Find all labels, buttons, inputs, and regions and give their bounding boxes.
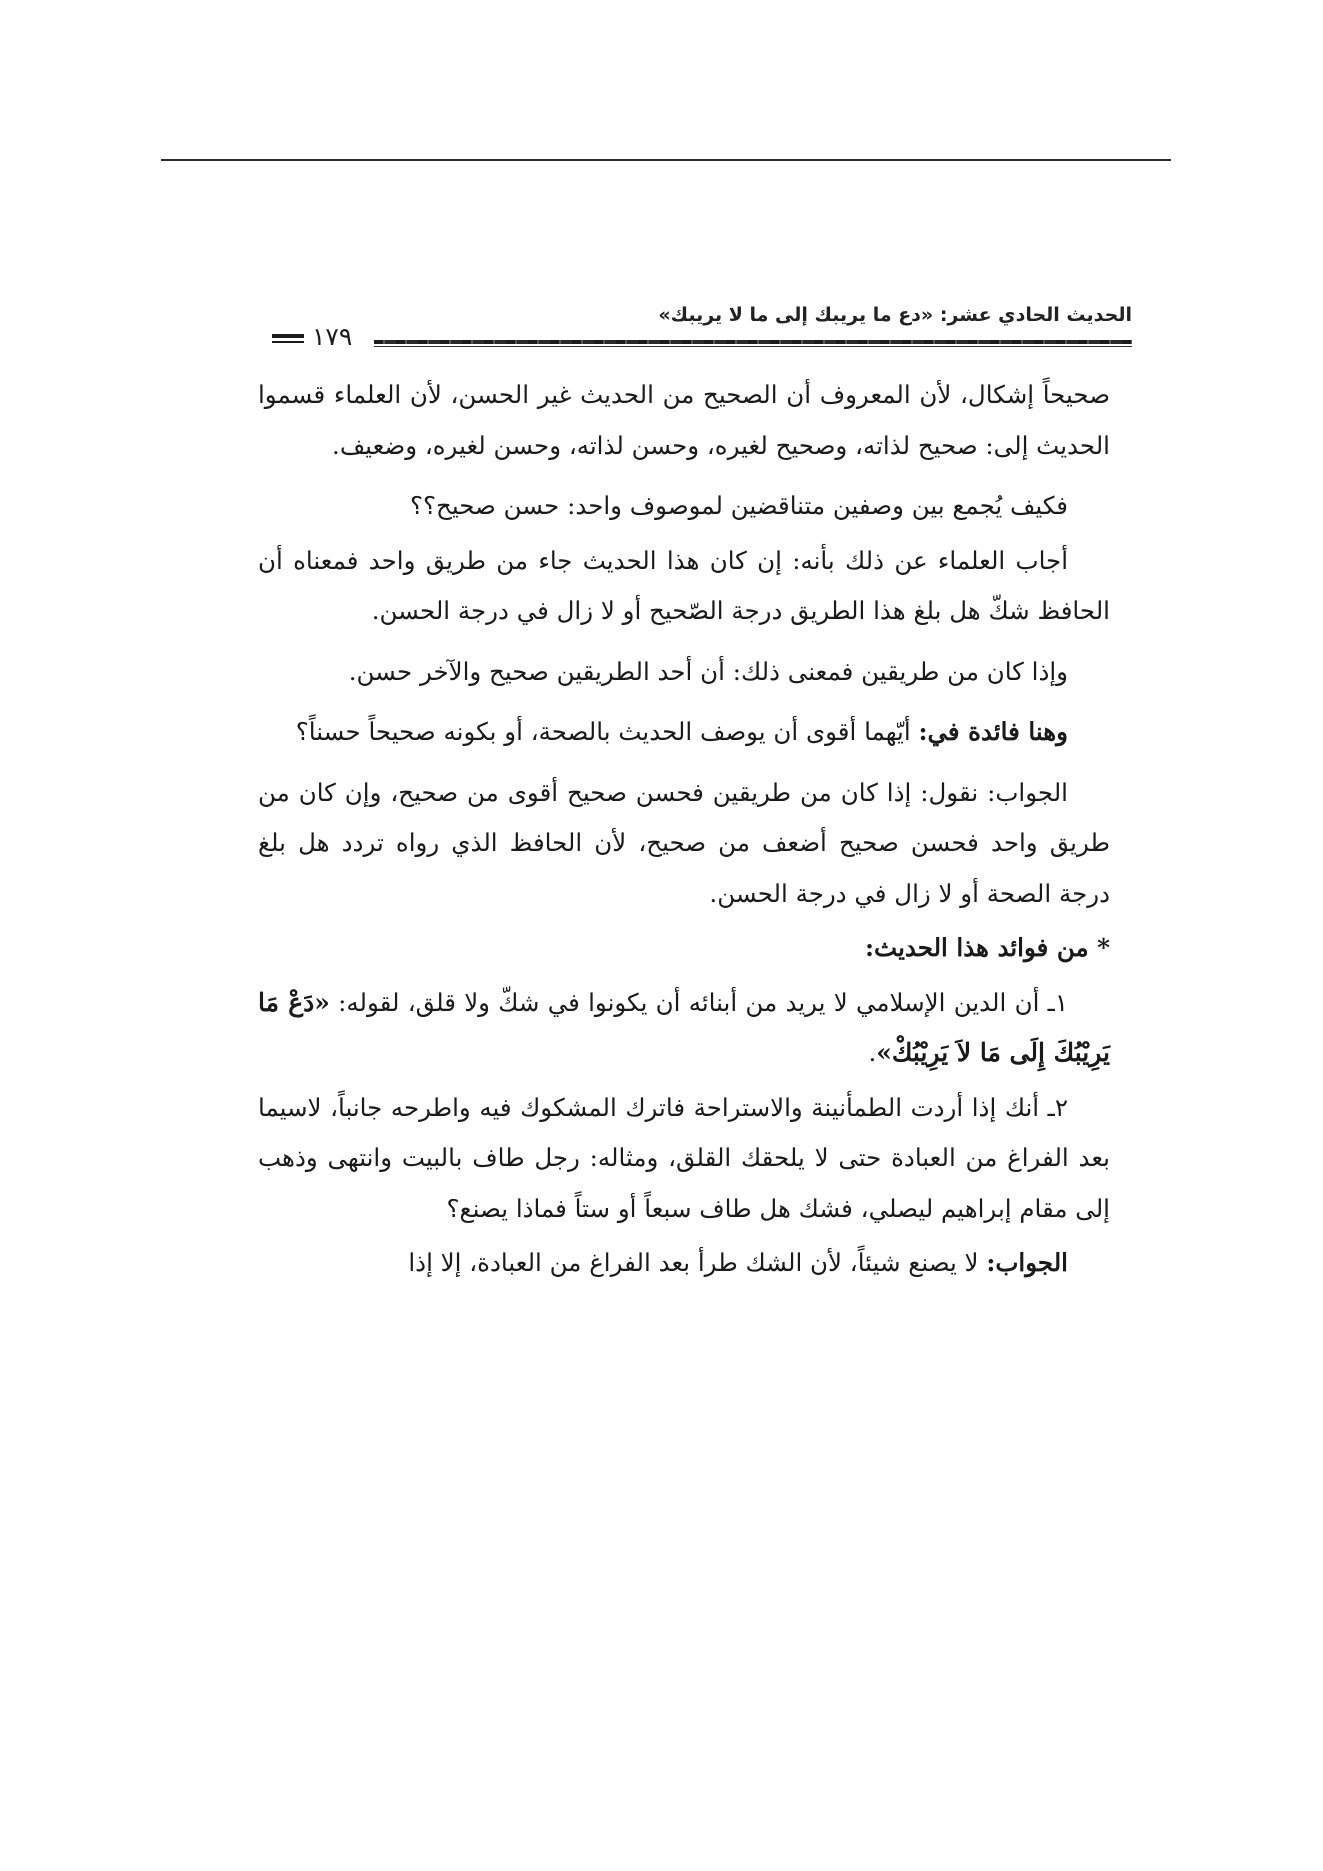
- paragraph-7: [258, 978, 1110, 1079]
- paragraph-2: فكيف يُجمع بين وصفين متناقضين لموصوف واحد: حسن صحيح؟؟: [410, 491, 1068, 520]
- top-horizontal-rule: [161, 159, 1171, 161]
- paragraph-5: [258, 707, 1110, 758]
- running-title: الحديث الحادي عشر: «دع ما يريبك إلى ما لا يريبك»: [658, 304, 1132, 326]
- answer-lead: الجواب:: [986, 1248, 1068, 1277]
- hadith-quote: «دَعْ مَا يَرِيْبُكَ إِلَى مَا لاَ يَرِيْبُكْ»: [258, 987, 1110, 1067]
- running-header: [272, 304, 1132, 354]
- paragraph-4: وإذا كان من طريقين فمعنى ذلك: أن أحد الطريقين صحيح والآخر حسن.: [348, 656, 1068, 686]
- section-heading: * من فوائد هذا الحديث:: [864, 933, 1110, 962]
- page-number-mark: [272, 334, 304, 338]
- benefit-1-end: .: [868, 1038, 877, 1067]
- header-rule: [374, 340, 1132, 344]
- paragraph-8: ٢ـ أنك إذا أردت الطمأنينة والاستراحة فاترك المشكوك فيه واطرحه جانباً، لاسيما بعد الفراغ من العبادة حتى لا يلحقك القلق، ومثاله: رجل طاف بالبيت وانتهى وذهب إلى مقام إبراهيم ليصلي، فشك هل طاف سبعاً أو ستاً فماذا يصنع؟: [258, 1092, 1110, 1223]
- answer-text: لا يصنع شيئاً، لأن الشك طرأ بعد الفراغ من العبادة، إلا إذا: [408, 1248, 987, 1277]
- paragraph-9: [258, 1238, 1110, 1289]
- page-number: ١٧٩: [312, 322, 353, 351]
- paragraph-6: الجواب: نقول: إذا كان من طريقين فحسن صحيح أقوى من صحيح، وإن كان من طريق واحد فحسن صحيح أضعف من صحيح، لأن الحافظ الذي رواه تردد هل بلغ درجة الصحة أو لا زال في درجة الحسن.: [258, 777, 1110, 908]
- paragraph-3: أجاب العلماء عن ذلك بأنه: إن كان هذا الحديث جاء من طريق واحد فمعناه أن الحافظ شكّ هل بلغ هذا الطريق درجة الصّحيح أو لا زال في درجة الحسن.: [258, 545, 1110, 625]
- benefit-question: أيّهما أقوى أن يوصف الحديث بالصحة، أو بكونه صحيحاً حسناً؟: [295, 717, 919, 746]
- text-body: [258, 370, 1110, 1299]
- benefit-1-text: ١ـ أن الدين الإسلامي لا يريد من أبنائه أن يكونوا في شكّ ولا قلق، لقوله:: [329, 987, 1068, 1017]
- benefit-lead: وهنا فائدة في:: [918, 717, 1068, 746]
- paragraph-1: صحيحاً إشكال، لأن المعروف أن الصحيح من الحديث غير الحسن، لأن العلماء قسموا الحديث إلى: صحيح لذاته، وصحيح لغيره، وحسن لذاته، وحسن لغيره، وضعيف.: [258, 380, 1110, 460]
